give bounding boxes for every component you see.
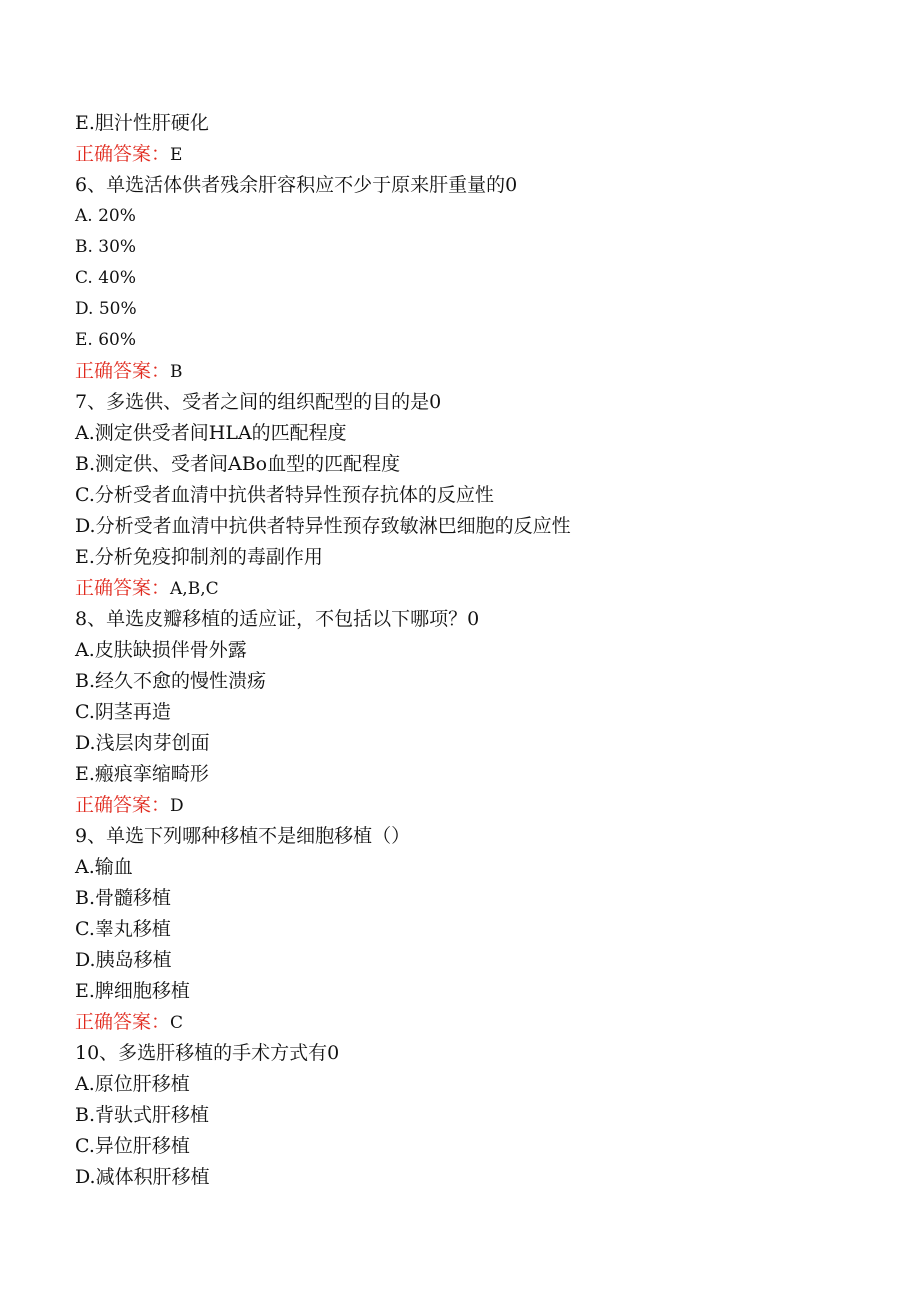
answer-line [75, 139, 855, 170]
option-text: D. 50% [75, 299, 137, 319]
answer-value: C [170, 1013, 184, 1033]
answer-label: 正确答案： [75, 1011, 171, 1033]
option-text: B.背驮式肝移植 [75, 1104, 210, 1126]
answer-label: 正确答案： [75, 360, 171, 382]
option-text: A.皮肤缺损伴骨外露 [75, 639, 247, 661]
answer-label: 正确答案： [75, 143, 171, 165]
option-text: D.胰岛移植 [75, 949, 172, 971]
answer-line [75, 790, 855, 821]
option-text: E.脾细胞移植 [75, 980, 190, 1002]
question-text: 7、多选供、受者之间的组织配型的目的是0 [75, 391, 442, 413]
document-page [75, 108, 855, 1193]
answer-label: 正确答案： [75, 577, 171, 599]
answer-value: A,B,C [170, 579, 219, 599]
answer-label: 正确答案： [75, 794, 171, 816]
answer-line [75, 356, 855, 387]
option-text: E.瘢痕挛缩畸形 [75, 763, 209, 785]
answer-line [75, 1007, 855, 1038]
option-text: D.分析受者血清中抗供者特异性预存致敏淋巴细胞的反应性 [75, 515, 571, 537]
option-text: A.原位肝移植 [75, 1073, 190, 1095]
option-text: B. 30% [75, 237, 137, 257]
option-text: B.骨髓移植 [75, 887, 172, 909]
option-text: E. 60% [75, 330, 137, 350]
option-text: A. 20% [75, 206, 136, 226]
question-text: 9、单选下列哪种移植不是细胞移植（） [75, 825, 411, 847]
option-text: D.减体积肝移植 [75, 1166, 210, 1188]
question-text: 6、单选活体供者残余肝容积应不少于原来肝重量的0 [75, 174, 518, 196]
answer-line [75, 573, 855, 604]
answer-value: B [170, 362, 183, 382]
option-text: C. 40% [75, 268, 136, 288]
answer-value: D [170, 796, 184, 816]
question-text: 8、单选皮瓣移植的适应证，不包括以下哪项？0 [75, 608, 480, 630]
option-text: D.浅层肉芽创面 [75, 732, 210, 754]
option-text: B.测定供、受者间ABo血型的匹配程度 [75, 453, 401, 475]
option-text: E.胆汁性肝硬化 [75, 112, 209, 134]
option-text: A.测定供受者间HLA的匹配程度 [75, 422, 347, 444]
option-text: E.分析免疫抑制剂的毒副作用 [75, 546, 323, 568]
option-text: A.输血 [75, 856, 133, 878]
option-text: C.分析受者血清中抗供者特异性预存抗体的反应性 [75, 484, 494, 506]
question-text: 10、多选肝移植的手术方式有0 [75, 1042, 340, 1064]
answer-value: E [170, 145, 183, 165]
option-text: C.阴茎再造 [75, 701, 171, 723]
option-text: C.异位肝移植 [75, 1135, 190, 1157]
option-text: C.睾丸移植 [75, 918, 171, 940]
option-text: B.经久不愈的慢性溃疡 [75, 670, 267, 692]
